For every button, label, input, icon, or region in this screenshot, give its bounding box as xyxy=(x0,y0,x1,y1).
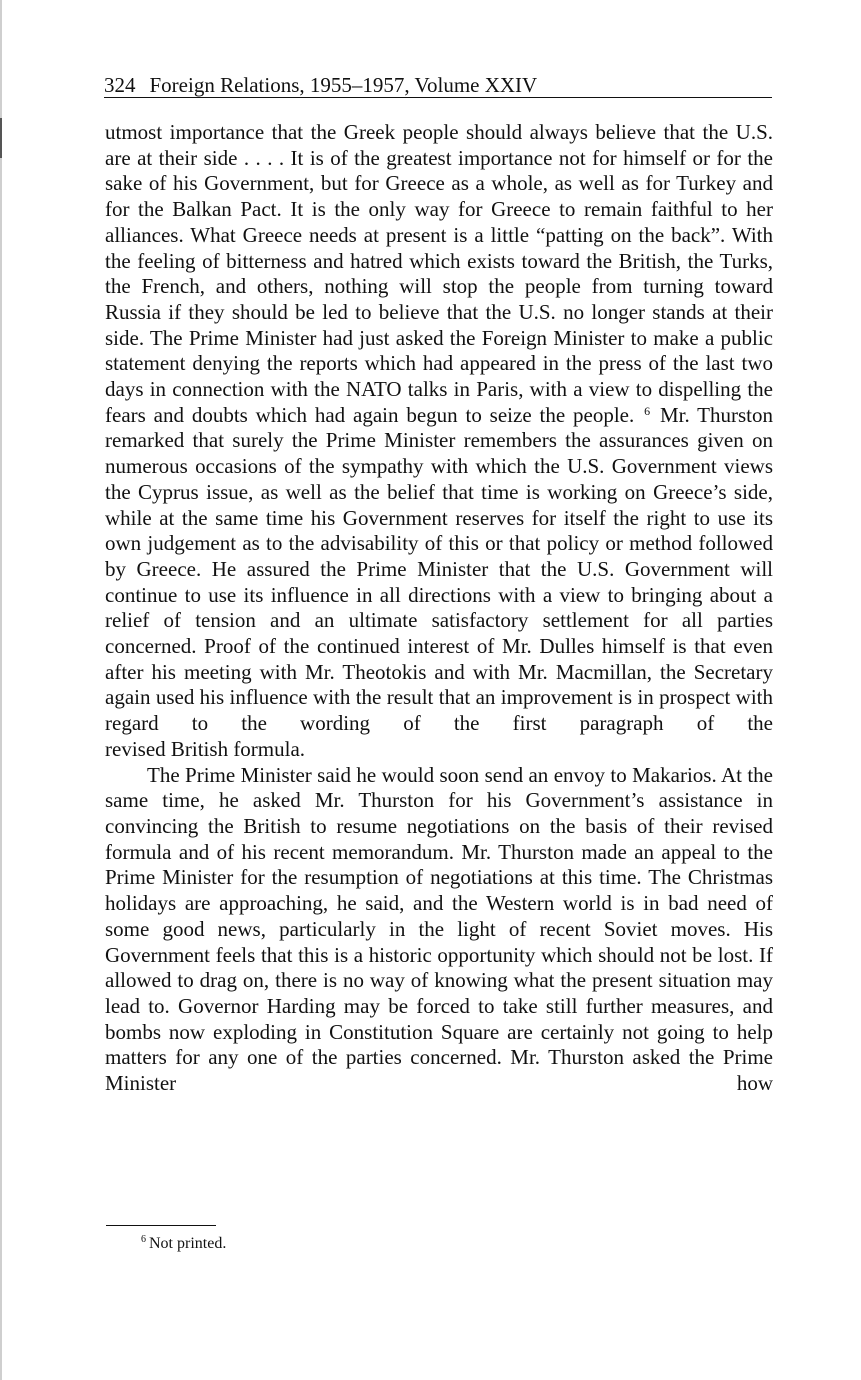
body-text xyxy=(105,120,773,1097)
scan-edge-mark xyxy=(0,118,2,158)
paragraph-1-last-line: revised British formula. xyxy=(105,736,306,761)
page-number: 324 xyxy=(104,73,136,97)
running-title: Foreign Relations, 1955–1957, Volume XXIV xyxy=(149,73,538,97)
footnote-number: 6 xyxy=(141,1234,146,1245)
paragraph-1-text-a: utmost importance that the Greek people should always believe that the U.S. are at their side . . . . It is of the greatest importance not for himself or for the sake of his Government, but for Greece as a whole, as well as for Turkey and for the Balkan Pact. It is the only way for Greece to remain faithful to her alliances. What Greece needs at present is a little “patting on the back”. With the feeling of bitterness and hatred which exists toward the British, the Turks, the French, and others, nothing will stop the people from turning toward Russia if they should be led to believe that the U.S. no longer stands at their side. The Prime Minister had just asked the Foreign Minister to make a public statement denying the reports which had appeared in the press of the last two days in connection with the NATO talks in Paris, with a view to dispelling the fears and doubts which had again begun to seize the people. xyxy=(105,120,773,427)
running-header xyxy=(104,73,772,98)
scan-edge xyxy=(0,0,2,1380)
footnote-text: Not printed. xyxy=(149,1235,227,1252)
paragraph-1-text-b: Mr. Thurston remarked that surely the Prime Minister remembers the assurances given on numerous occasions of the sympathy with which the U.S. Government views the Cyprus issue, as well as the belief that time is working on Greece’s side, while at the same time his Government reserves for itself the right to use its own judgement as to the advisability of this or that policy or method followed by Greece. He assured the Prime Minister that the U.S. Government will continue to use its influence in all directions with a view to bringing about a relief of tension and an ultimate satisfactory settlement for all parties concerned. Proof of the continued interest of Mr. Dulles himself is that even after his meeting with Mr. Theotokis and with Mr. Macmillan, the Secretary again used his influence with the result that an improvement is in prospect with regard to the wording of the first paragraph of the xyxy=(105,402,774,736)
footnote-reference-6: 6 xyxy=(644,403,651,418)
footnote-6 xyxy=(141,1234,226,1254)
paragraph-2: The Prime Minister said he would soon send an envoy to Makarios. At the same time, he asked Mr. Thurston for his Government’s assistance in convincing the British to resume negotiations on the basis of their revised formula and of his recent memorandum. Mr. Thurston made an appeal to the Prime Minister for the resumption of negotiations at this time. The Christmas holidays are approaching, he said, and the Western world is in bad need of some good news, particularly in the light of recent Soviet moves. His Government feels that this is a historic opportunity which should not be lost. If allowed to drag on, there is no way of knowing what the present situation may lead to. Governor Harding may be forced to take still further measures, and bombs now exploding in Constitution Square are certainly not going to help matters for any one of the parties concerned. Mr. Thurston asked the Prime Minister how xyxy=(105,762,773,1096)
footnote-rule xyxy=(106,1225,216,1226)
paragraph-1 xyxy=(105,120,773,737)
